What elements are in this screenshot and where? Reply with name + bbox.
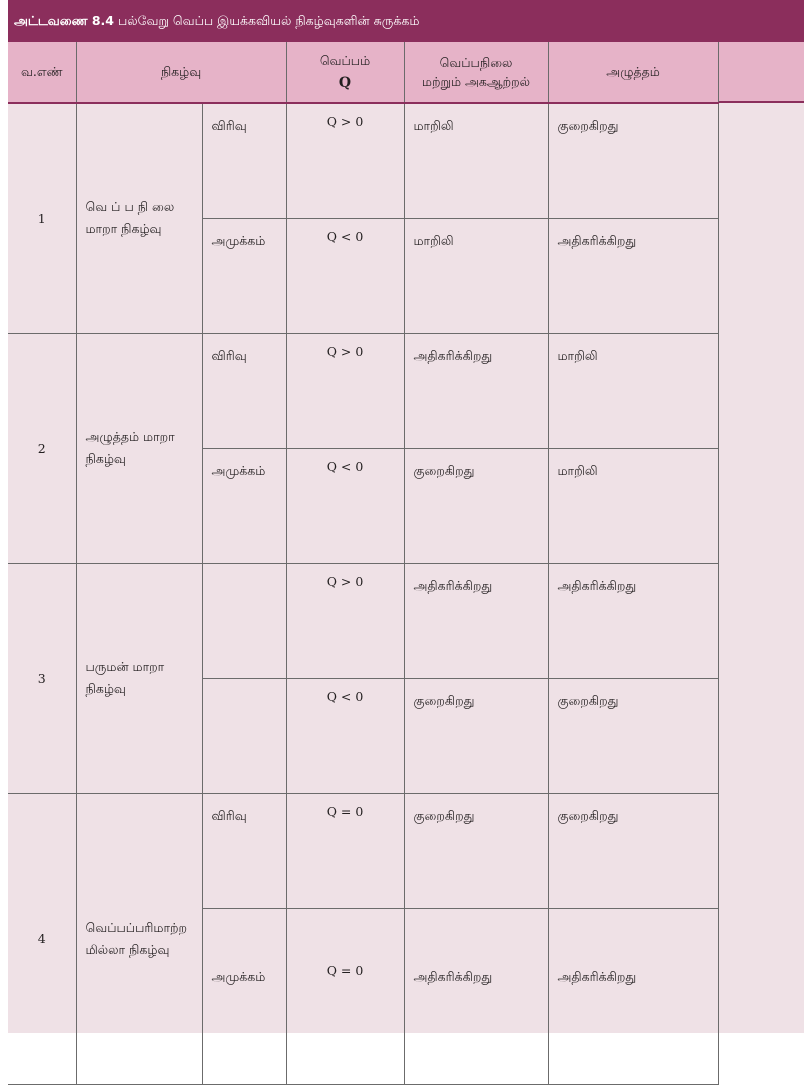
row-temperature: மாறிலி xyxy=(404,103,548,218)
row-heat: Q > 0 xyxy=(286,333,404,448)
row-process: அழுத்தம் மாறா நிகழ்வு xyxy=(76,333,202,563)
row-heat: Q = 0 xyxy=(286,793,404,908)
header-pressure: அழுத்தம் xyxy=(548,42,718,103)
row-heat: Q < 0 xyxy=(286,448,404,563)
header-heat-label: வெப்பம் xyxy=(319,53,371,68)
row-mode: அமுக்கம் xyxy=(202,218,286,333)
row-process: வெப்பப்பரிமாற்ற மில்லா நிகழ்வு xyxy=(76,793,202,1084)
table-row xyxy=(8,563,718,678)
row-sno: 3 xyxy=(8,563,76,793)
table-row xyxy=(8,793,718,908)
row-pressure: அதிகரிக்கிறது xyxy=(548,218,718,333)
row-mode: விரிவு xyxy=(202,793,286,908)
row-pressure: மாறிலி xyxy=(548,333,718,448)
row-pressure: குறைகிறது xyxy=(548,103,718,218)
header-temp-line2: மற்றும் அகஆற்றல் xyxy=(421,74,531,89)
row-heat: Q < 0 xyxy=(286,678,404,793)
row-process: வெ ப் ப நி லை மாறா நிகழ்வு xyxy=(76,103,202,333)
table-caption: பல்வேறு வெப்ப இயக்கவியல் நிகழ்வுகளின் சுருக்கம் xyxy=(117,13,420,28)
table-number: அட்டவணை 8.4 xyxy=(14,13,114,28)
row-mode xyxy=(202,678,286,793)
header-process: நிகழ்வு xyxy=(76,42,286,103)
thermo-process-table xyxy=(8,42,719,1085)
row-temperature: குறைகிறது xyxy=(404,448,548,563)
row-sno: 1 xyxy=(8,103,76,333)
table-page xyxy=(8,0,804,1033)
header-temp-line1: வெப்பநிலை xyxy=(439,55,513,70)
header-sno: வ.எண் xyxy=(8,42,76,103)
row-mode: அமுக்கம் xyxy=(202,448,286,563)
row-temperature: அதிகரிக்கிறது xyxy=(404,333,548,448)
row-mode: விரிவு xyxy=(202,103,286,218)
header-heat-symbol: Q xyxy=(338,75,352,91)
row-temperature: அதிகரிக்கிறது xyxy=(404,908,548,1084)
row-heat: Q > 0 xyxy=(286,563,404,678)
row-mode: விரிவு xyxy=(202,333,286,448)
row-heat: Q = 0 xyxy=(286,908,404,1084)
row-pressure: குறைகிறது xyxy=(548,793,718,908)
row-pressure: குறைகிறது xyxy=(548,678,718,793)
row-sno: 2 xyxy=(8,333,76,563)
header-heat xyxy=(286,42,404,103)
row-process: பருமன் மாறா நிகழ்வு xyxy=(76,563,202,793)
table-row xyxy=(8,103,718,218)
row-temperature: குறைகிறது xyxy=(404,678,548,793)
row-pressure: அதிகரிக்கிறது xyxy=(548,563,718,678)
row-mode: அமுக்கம் xyxy=(202,908,286,1084)
row-pressure: மாறிலி xyxy=(548,448,718,563)
row-sno: 4 xyxy=(8,793,76,1084)
header-temperature xyxy=(404,42,548,103)
row-heat: Q > 0 xyxy=(286,103,404,218)
row-mode xyxy=(202,563,286,678)
table-row xyxy=(8,333,718,448)
row-temperature: மாறிலி xyxy=(404,218,548,333)
header-row xyxy=(8,42,718,103)
row-temperature: குறைகிறது xyxy=(404,793,548,908)
row-heat: Q < 0 xyxy=(286,218,404,333)
table-title-bar xyxy=(8,0,804,42)
header-extra-band xyxy=(718,42,804,103)
row-pressure: அதிகரிக்கிறது xyxy=(548,908,718,1084)
row-temperature: அதிகரிக்கிறது xyxy=(404,563,548,678)
